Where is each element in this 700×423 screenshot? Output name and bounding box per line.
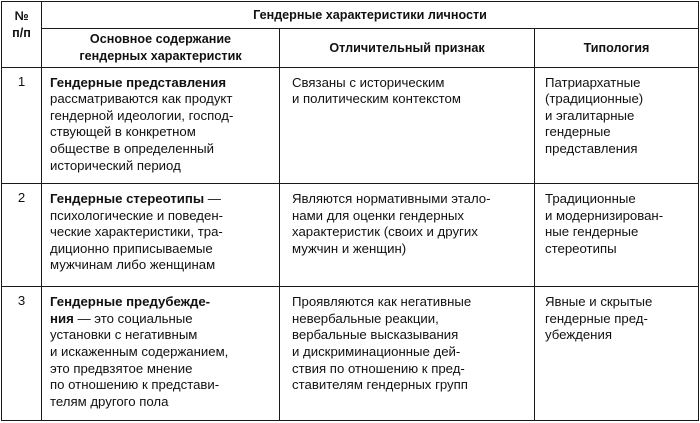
content-line: гендерной идеологии, господ- [50, 107, 234, 123]
feature-line: невербальные реакции, [292, 310, 439, 326]
content-line: мужчинам либо женщинам [50, 257, 216, 273]
number-header-line-2: п/п [12, 26, 31, 40]
feature-line: вербальные высказывания [292, 327, 459, 343]
content-line: и искаженным содержанием, [50, 344, 229, 360]
typology-line: представления [545, 141, 638, 157]
content-line: диционно приписываемые [50, 240, 213, 256]
header-row-columns [2, 29, 699, 68]
term-suffix: — [204, 191, 221, 207]
term-label: Гендерные стереотипы [50, 191, 205, 207]
feature-line: ставителям гендерных групп [292, 377, 468, 393]
feature-cell [280, 67, 535, 183]
typology-cell [535, 67, 699, 183]
content-line: рассматриваются как продукт [50, 91, 233, 107]
row-number: 1 [2, 67, 42, 183]
content-header-line-1: Основное содержание [89, 32, 232, 47]
typology-line: и эгалитарные [545, 107, 635, 123]
feature-cell [280, 184, 535, 287]
typology-column-header: Типология [535, 29, 699, 68]
content-cell [42, 287, 280, 421]
term-label-continued: ния [50, 310, 74, 326]
content-header-line-2: гендерных характеристик [79, 48, 242, 63]
typology-line: гендерные [545, 124, 611, 140]
typology-line: Традиционные [545, 191, 636, 207]
table-row [2, 184, 699, 287]
typology-cell [535, 287, 699, 421]
feature-line: характеристик (своих и других [292, 224, 478, 240]
feature-line: Являются нормативными этало- [292, 191, 491, 207]
feature-line: ствия по отношению к пред- [292, 360, 465, 376]
feature-line: Проявляются как негативные [292, 294, 472, 310]
typology-line: убеждения [545, 327, 612, 343]
feature-cell [280, 287, 535, 421]
typology-line: и модернизирован- [545, 207, 664, 223]
term-label: Гендерные предубежде- [50, 294, 211, 310]
typology-line: стереотипы [545, 240, 617, 256]
typology-line: гендерные пред- [545, 310, 648, 326]
group-title-header: Гендерные характеристики личности [42, 2, 699, 29]
number-column-header [2, 2, 42, 68]
typology-line: (традиционные) [545, 91, 644, 107]
content-line: ствующей в конкретном [50, 124, 196, 140]
table-row [2, 67, 699, 183]
content-line: исторический период [50, 157, 181, 173]
feature-line: и политическим контекстом [292, 91, 461, 107]
row-number: 2 [2, 184, 42, 287]
content-cell [42, 67, 280, 183]
feature-line: и дискриминационные дей- [292, 344, 461, 360]
content-column-header [42, 29, 280, 68]
content-line: ческие характеристики, тра- [50, 224, 223, 240]
content-line: это предвзятое мнение [50, 360, 193, 376]
typology-line: ные гендерные [545, 224, 639, 240]
typology-line: Патриархатные [545, 74, 641, 90]
row-number: 3 [2, 287, 42, 421]
number-header-line-1: № [14, 9, 29, 23]
content-line: по отношению к представи- [50, 377, 220, 393]
feature-line: мужчин и женщин) [292, 240, 407, 256]
content-line: телям другого пола [50, 393, 169, 409]
content-cell [42, 184, 280, 287]
content-line: установки с негативным [50, 327, 198, 343]
table-row [2, 287, 699, 421]
term-suffix: — это социальные [73, 310, 193, 326]
feature-column-header: Отличительный признак [280, 29, 535, 68]
content-line: психологические и поведен- [50, 207, 223, 223]
typology-line: Явные и скрытые [545, 294, 653, 310]
feature-line: нами для оценки гендерных [292, 207, 464, 223]
term-label: Гендерные представления [50, 74, 227, 90]
typology-cell [535, 184, 699, 287]
header-row-top [2, 2, 699, 29]
content-line: обществе в определенный [50, 141, 214, 157]
feature-line: Связаны с историческим [292, 74, 445, 90]
gender-characteristics-table [1, 1, 699, 421]
